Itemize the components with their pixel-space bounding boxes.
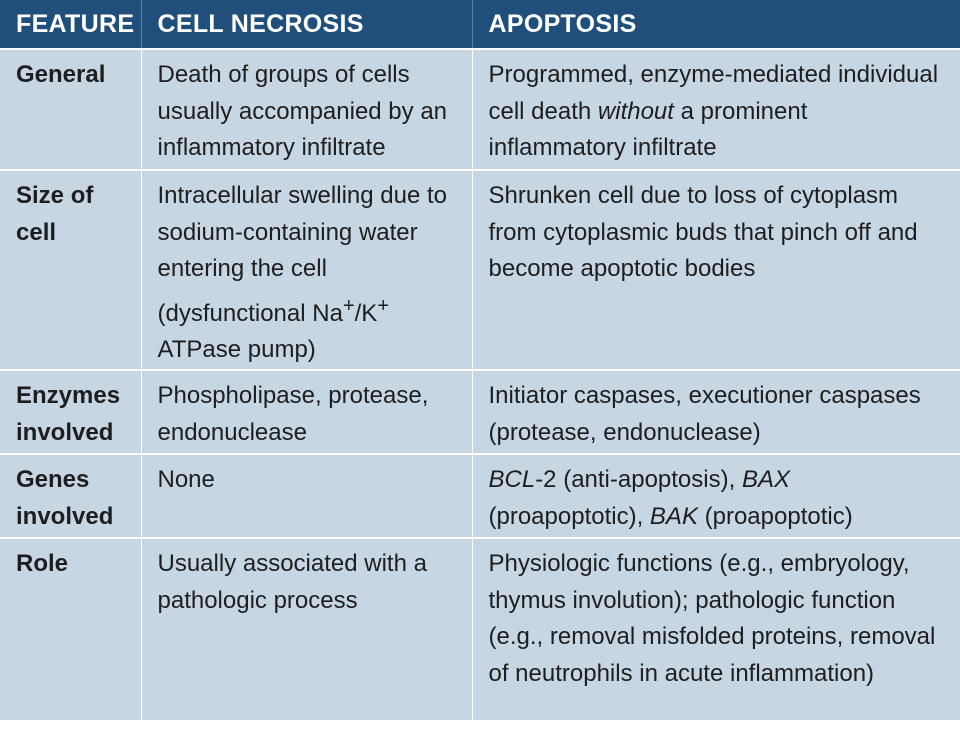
feature-cell: Size of cell: [0, 170, 141, 370]
necrosis-cell: Phospholipase, protease, endonuclease: [141, 370, 472, 454]
necrosis-cell: None: [141, 454, 472, 538]
text-segment: /K: [354, 299, 378, 327]
gene-name: BAK: [649, 502, 698, 530]
superscript-plus: +: [342, 294, 355, 317]
text-segment: -2 (anti-apoptosis),: [535, 465, 742, 493]
necrosis-cell: Usually associated with a pathologic process: [141, 538, 472, 736]
apoptosis-cell: [472, 454, 960, 538]
apoptosis-cell: Initiator caspases, executioner caspases (protease, endonuclease): [472, 370, 960, 454]
header-apoptosis: APOPTOSIS: [472, 0, 960, 49]
feature-cell: Enzymes involved: [0, 370, 141, 454]
table-row-enzymes-involved: [0, 370, 960, 454]
header-cell-necrosis: CELL NECROSIS: [141, 0, 472, 49]
table-row-size-of-cell: [0, 170, 960, 370]
superscript-plus: +: [377, 294, 389, 317]
apoptosis-cell: Shrunken cell due to loss of cytoplasm from cytoplasmic buds that pinch off and become apoptotic bodies: [472, 170, 960, 370]
text-segment: a prominent inflammatory infiltrate: [488, 97, 808, 162]
gene-name: BAX: [741, 465, 790, 493]
text-segment: Programmed, enzyme-mediated individual cell death: [488, 61, 939, 125]
necrosis-cell: Death of groups of cells usually accompanied by an inflammatory infiltrate: [141, 49, 472, 170]
text-segment: ATPase pump): [157, 336, 316, 364]
text-segment: (proapoptotic): [697, 502, 853, 530]
italic-segment: without: [597, 97, 674, 125]
apoptosis-cell: [472, 49, 960, 170]
necrosis-cell: [141, 170, 472, 370]
apoptosis-cell: Physiologic functions (e.g., embryology, thymus involution); pathologic function (e.g., removal misfolded proteins, removal of neutrophils in acute inflammation): [472, 538, 960, 736]
text-segment: Intracellular swelling due to sodium-containing water entering the cell (dysfunctional Na: [157, 182, 447, 327]
feature-cell: General: [0, 49, 141, 170]
table-row-general: [0, 49, 960, 170]
table-row-role: [0, 538, 960, 736]
header-feature: FEATURE: [0, 0, 141, 49]
gene-name: BCL: [488, 465, 536, 493]
table-header-row: [0, 0, 960, 49]
text-segment: (proapoptotic),: [488, 502, 650, 530]
table-row-genes-involved: [0, 454, 960, 538]
feature-cell: Genes involved: [0, 454, 141, 538]
feature-cell: Role: [0, 538, 141, 736]
